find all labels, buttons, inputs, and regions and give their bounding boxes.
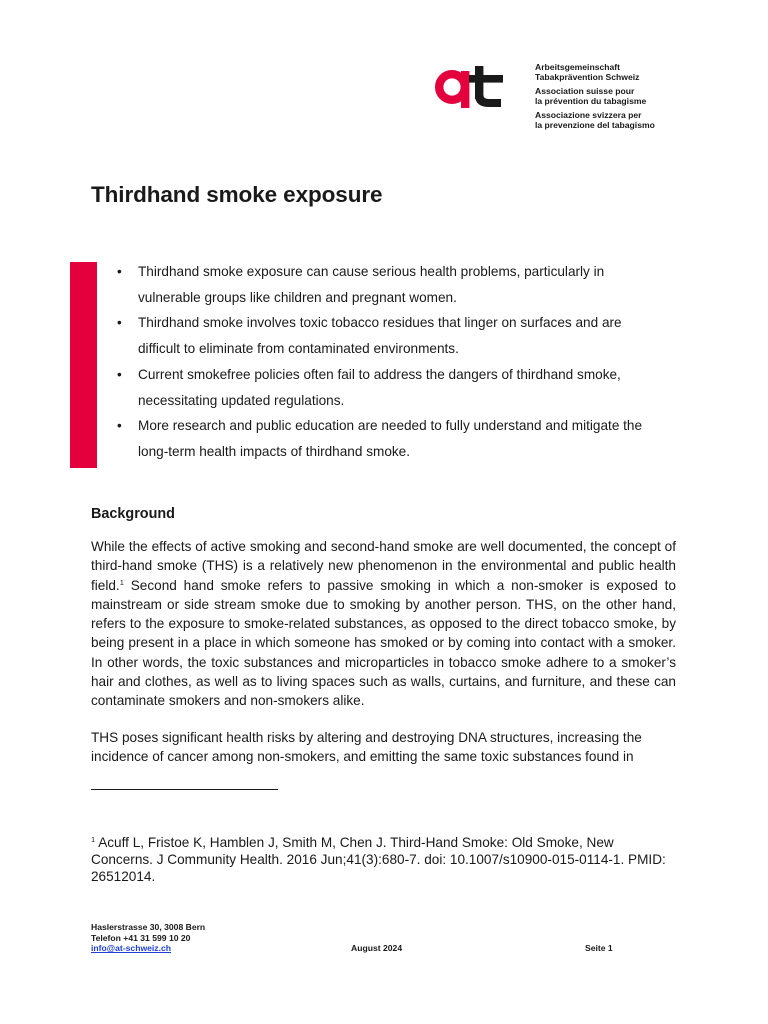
footnote-number: 1 — [91, 835, 96, 844]
bullet-line: Thirdhand smoke involves toxic tobacco residues that linger on surfaces and are — [138, 315, 622, 331]
bullet-line: long-term health impacts of thirdhand smoke. — [138, 444, 411, 460]
org-line: Arbeitsgemeinschaft — [535, 62, 621, 72]
bullet-marker: • — [117, 264, 122, 279]
footer-phone: Telefon +41 31 599 10 20 — [91, 932, 191, 943]
at-logo — [433, 62, 505, 110]
paragraph-text: While the effects of active smoking and second-hand smoke are well documented, the concept of third-hand smoke (THS) is a relatively new phenomenon in the environmental and public health field. — [91, 539, 676, 593]
footnote-text: Acuff L, Fristoe K, Hamblen J, Smith M, Chen J. Third-Hand Smoke: Old Smoke, New Concerns. J Community Health. 2016 Jun;41(3):680-7. doi: 10.1007/s10900-015-0114-1. PMID: 26512014. — [91, 835, 666, 885]
bullet-marker: • — [117, 315, 122, 331]
background-paragraph-2: THS poses significant health risks by altering and destroying DNA structures, increasing the incidence of cancer among non-smokers, and emitting the same toxic substances found in — [91, 730, 642, 765]
list-item — [117, 259, 677, 310]
footer-date: August 2024 — [351, 943, 403, 953]
footnote-reference[interactable]: 1 — [119, 577, 124, 587]
bullet-line: vulnerable groups like children and pregnant women. — [138, 289, 457, 305]
list-item — [117, 362, 677, 413]
list-item — [117, 413, 677, 464]
bullet-line: More research and public education are needed to fully understand and mitigate the — [138, 418, 643, 434]
org-line: la prevenzione del tabagismo — [535, 120, 655, 131]
footnote — [91, 834, 671, 886]
org-name-french — [535, 86, 655, 106]
page-footer — [91, 922, 621, 954]
bullet-marker: • — [117, 418, 122, 434]
org-name-german — [535, 62, 655, 82]
bullet-marker: • — [117, 366, 122, 382]
bullet-line: Current smokefree policies often fail to address the dangers of thirdhand smoke, — [138, 366, 621, 382]
footnote-divider — [91, 789, 278, 790]
org-line: Tabakprävention Schweiz — [535, 72, 640, 83]
org-line: Associazione svizzera per — [535, 109, 642, 120]
document-title: Thirdhand smoke exposure — [91, 182, 383, 207]
footer-page-number: Seite 1 — [585, 943, 613, 953]
org-line: Association suisse pour — [535, 85, 635, 96]
organization-names — [535, 62, 655, 134]
bullet-line: Thirdhand smoke exposure can cause serious health problems, particularly in — [138, 264, 605, 279]
footer-email-link[interactable]: info@at-schweiz.ch — [91, 943, 172, 954]
org-line: la prévention du tabagisme — [535, 96, 647, 107]
org-name-italian — [535, 110, 655, 130]
background-paragraph-1 — [91, 537, 676, 711]
background-heading: Background — [91, 506, 175, 522]
bullet-line: necessitating updated regulations. — [138, 392, 345, 408]
summary-accent-bar — [70, 262, 97, 468]
bullet-line: difficult to eliminate from contaminated environments. — [138, 341, 459, 357]
summary-bullet-list — [117, 259, 677, 465]
footer-address: Haslerstrasse 30, 3008 Bern — [91, 922, 206, 932]
list-item — [117, 310, 677, 361]
paragraph-text: Second hand smoke refers to passive smoking in which a non-smoker is exposed to mainstream or side stream smoke due to smoking by another person. THS, on the other hand, refers to the exposure to smoke-related substances, as opposed to the direct tobacco smoke, by being present in a place in which someone has smoked or by coming into contact with a smoker. In other words, the toxic substances and microparticles in tobacco smoke adhere to a smoker’s hair and clothes, as well as to living spaces such as walls, curtains, and furniture, and these can contaminate smokers and non-smokers alike. — [91, 577, 676, 709]
